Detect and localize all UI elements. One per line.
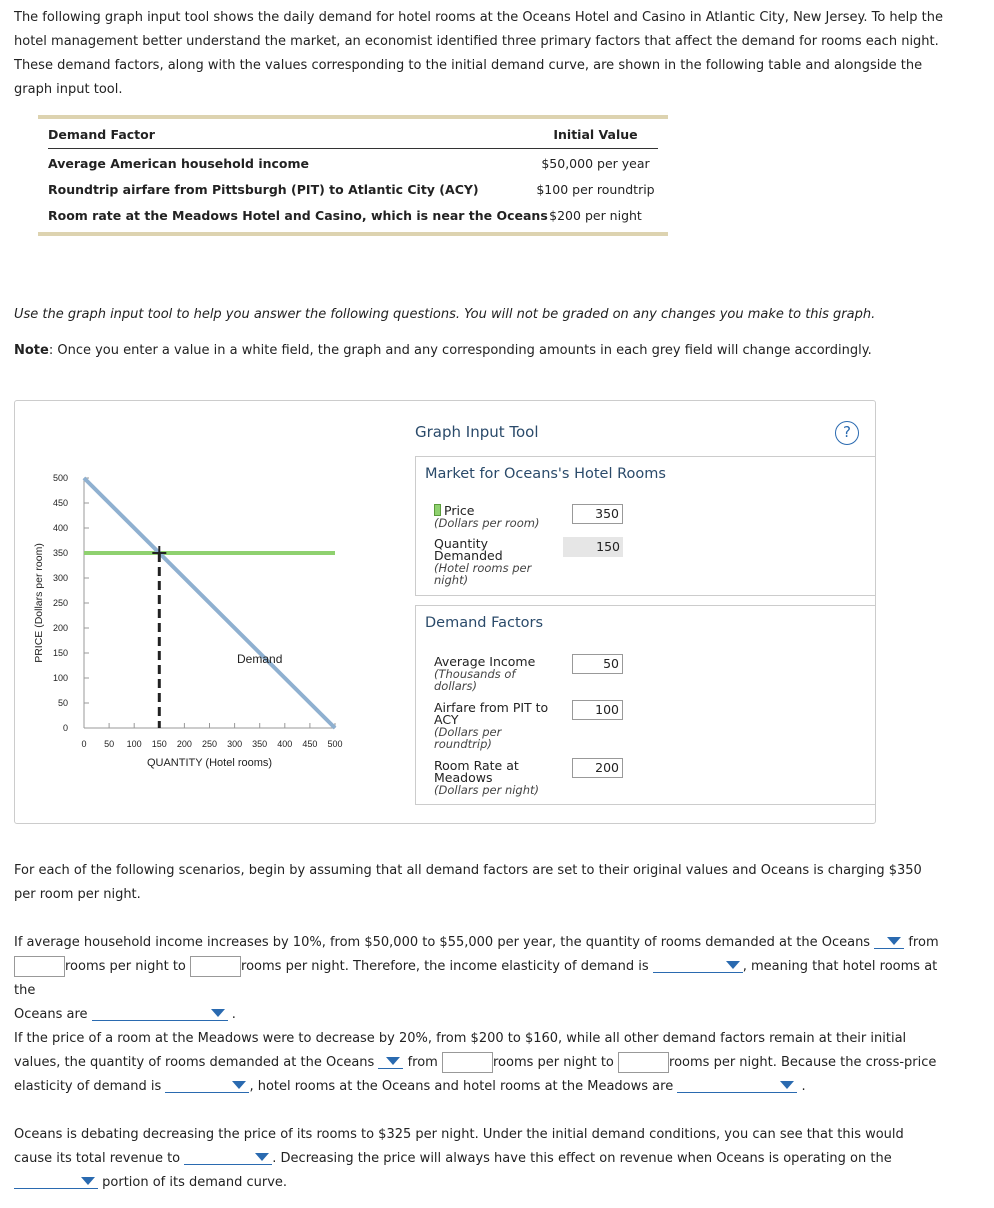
tool-title: Graph Input Tool (415, 423, 539, 441)
factors-title: Demand Factors (425, 615, 544, 631)
y-tick-label: 0 (62, 723, 68, 733)
y-tick-label: 400 (52, 523, 68, 533)
table-row (48, 182, 658, 197)
row-value: $50,000 per year (541, 156, 650, 171)
y-tick-label: 150 (52, 648, 68, 658)
q1-direction-dropdown[interactable] (874, 933, 904, 949)
row-value: $200 per night (549, 208, 642, 223)
y-tick-label: 450 (52, 498, 68, 508)
chevron-down-icon (255, 1153, 269, 1161)
y-tick-label: 350 (52, 548, 68, 558)
airfare-unit: (Dollars per (434, 725, 502, 739)
x-tick-label: 0 (81, 739, 87, 749)
y-tick-label: 250 (52, 598, 68, 608)
q1-to-input[interactable] (190, 956, 241, 977)
demand-chart (15, 401, 405, 821)
airfare-label: ACY (434, 712, 459, 727)
income-unit: (Thousands of (434, 667, 516, 681)
intro-paragraph: The following graph input tool shows the daily demand for hotel rooms at the Oceans Hotel and Casino in Atlantic City, New Jersey. To help the hotel management better understand the market, an economist identified three primary factors that affect the demand for rooms each night. These demand factors, along with the values corresponding to the initial demand curve, are shown in the following table and alongside the graph input tool. (14, 10, 943, 97)
q1-text: Oceans are (14, 1007, 88, 1022)
row-factor: Roundtrip airfare from Pittsburgh (PIT) to Atlantic City (ACY) (48, 182, 479, 197)
q2-to-input[interactable] (618, 1052, 669, 1073)
y-tick-label: 500 (52, 473, 68, 483)
demand-factor-table (38, 115, 668, 236)
q3-text: portion of its demand curve. (102, 1175, 288, 1190)
meadows-label: Room Rate at (434, 758, 519, 773)
y-tick-label: 200 (52, 623, 68, 633)
x-axis-label: QUANTITY (Hotel rooms) (146, 757, 273, 769)
price-label-group (434, 504, 539, 529)
row-factor: Room rate at the Meadows Hotel and Casino, which is near the Oceans (48, 208, 548, 223)
chevron-down-icon (386, 1057, 400, 1065)
meadows-unit: (Dollars per night) (434, 783, 540, 797)
airfare-input[interactable]: 100 (572, 700, 623, 720)
x-tick-label: 300 (227, 739, 243, 749)
q3-text: Oceans is debating decreasing the price of its rooms to $325 per night. Under the initial demand conditions, you can see that this would cause its total revenue to (14, 1127, 904, 1166)
x-tick-label: 50 (104, 739, 115, 749)
q2-text: If the price of a room at the Meadows were to decrease by 20%, from $200 to $160, while all other demand factors remain at their initial values, the quantity of rooms demanded at the Oceans (14, 1031, 907, 1070)
header-factor: Demand Factor (48, 127, 155, 142)
row-factor: Average American household income (48, 156, 310, 171)
price-swatch-icon (434, 504, 441, 516)
income-label: Average Income (434, 654, 536, 669)
chevron-down-icon (887, 937, 901, 945)
chevron-down-icon (232, 1081, 246, 1089)
price-input[interactable]: 350 (572, 504, 623, 524)
q1-elasticity-dropdown[interactable] (653, 957, 743, 973)
chevron-down-icon (780, 1081, 794, 1089)
x-tick-label: 200 (176, 739, 192, 749)
meadows-input[interactable]: 200 (572, 758, 623, 778)
qty-demanded-field: 150 (563, 537, 623, 557)
demand-factors-panel (415, 605, 876, 805)
x-tick-label: 500 (327, 739, 343, 749)
q1-text: rooms per night to (65, 959, 186, 974)
scenario-intro: For each of the following scenarios, begin by assuming that all demand factors are set to their original values and Oceans is charging $350 per room per night. (14, 863, 922, 902)
price-unit: (Dollars per room) (434, 516, 540, 530)
q2-text: rooms per night. Because the cross-price elasticity of demand is (14, 1055, 937, 1094)
chevron-down-icon (211, 1009, 225, 1017)
q1-text: If average household income increases by 10%, from $50,000 to $55,000 per year, the quantity of rooms demanded at the Oceans (14, 935, 871, 950)
qty-unit: night) (434, 573, 469, 587)
qty-unit: (Hotel rooms per (434, 561, 532, 575)
airfare-label: Airfare from PIT to (434, 700, 549, 715)
qty-label: Quantity (434, 536, 489, 551)
q2-relation-dropdown[interactable] (677, 1077, 797, 1093)
price-label: Price (444, 503, 475, 518)
row-value: $100 per roundtrip (536, 182, 655, 197)
q1-text: rooms per night. Therefore, the income elasticity of demand is (241, 959, 649, 974)
qty-label: Demanded (434, 548, 503, 563)
y-tick-label: 50 (57, 698, 68, 708)
help-icon[interactable]: ? (835, 421, 859, 445)
income-input[interactable]: 50 (572, 654, 623, 674)
income-label-group (434, 656, 535, 692)
demand-line (84, 478, 335, 728)
q3-revenue-dropdown[interactable] (184, 1149, 272, 1165)
q2-text: rooms per night to (493, 1055, 614, 1070)
airfare-unit: roundtrip) (434, 737, 492, 751)
airfare-label-group (434, 702, 548, 750)
chevron-down-icon (726, 961, 740, 969)
x-tick-label: 150 (151, 739, 167, 749)
x-tick-label: 100 (126, 739, 142, 749)
q2-from-input[interactable] (442, 1052, 493, 1073)
question-3 (14, 1123, 944, 1195)
qty-label-group (434, 538, 531, 586)
x-tick-label: 350 (252, 739, 268, 749)
x-tick-label: 450 (302, 739, 318, 749)
demand-curve-label: Demand (237, 652, 283, 666)
note-text: : Once you enter a value in a white field, the graph and any corresponding amounts in each grey field will change accordingly. (48, 343, 872, 358)
market-title: Market for Oceans's Hotel Rooms (425, 466, 666, 482)
q1-text: from (908, 935, 939, 950)
q1-text: . (231, 1007, 236, 1022)
instructions: Use the graph input tool to help you answer the following questions. You will not be graded on any changes you make to this graph. (14, 307, 876, 322)
q2-text: . (801, 1079, 806, 1094)
q1-text: , meaning that hotel rooms at the (14, 959, 938, 998)
chevron-down-icon (81, 1177, 95, 1185)
market-panel (415, 456, 876, 596)
table-row (48, 156, 658, 171)
y-tick-label: 300 (52, 573, 68, 583)
x-tick-label: 250 (201, 739, 218, 749)
q2-text: , hotel rooms at the Oceans and hotel rooms at the Meadows are (249, 1079, 674, 1094)
q2-direction-dropdown[interactable] (378, 1053, 403, 1069)
q3-text: . Decreasing the price will always have this effect on revenue when Oceans is operating on the (272, 1151, 892, 1166)
meadows-label: Meadows (434, 770, 493, 785)
note-label: Note (14, 343, 49, 358)
y-tick-label: 100 (52, 673, 68, 683)
graph-input-tool (14, 400, 876, 824)
q2-sign-dropdown[interactable] (165, 1077, 249, 1093)
q3-portion-dropdown[interactable] (14, 1173, 98, 1189)
x-tick-label: 400 (277, 739, 293, 749)
y-axis-label: PRICE (Dollars per room) (33, 543, 45, 663)
q2-text: from (407, 1055, 438, 1070)
question-1 (14, 931, 944, 1027)
table-row (48, 208, 658, 223)
q1-from-input[interactable] (14, 956, 65, 977)
table-header (48, 127, 658, 149)
question-2 (14, 1027, 944, 1099)
q1-good-type-dropdown[interactable] (92, 1005, 228, 1021)
income-unit: dollars) (434, 679, 477, 693)
note (14, 339, 944, 363)
header-value: Initial Value (553, 127, 638, 142)
meadows-label-group (434, 760, 539, 796)
